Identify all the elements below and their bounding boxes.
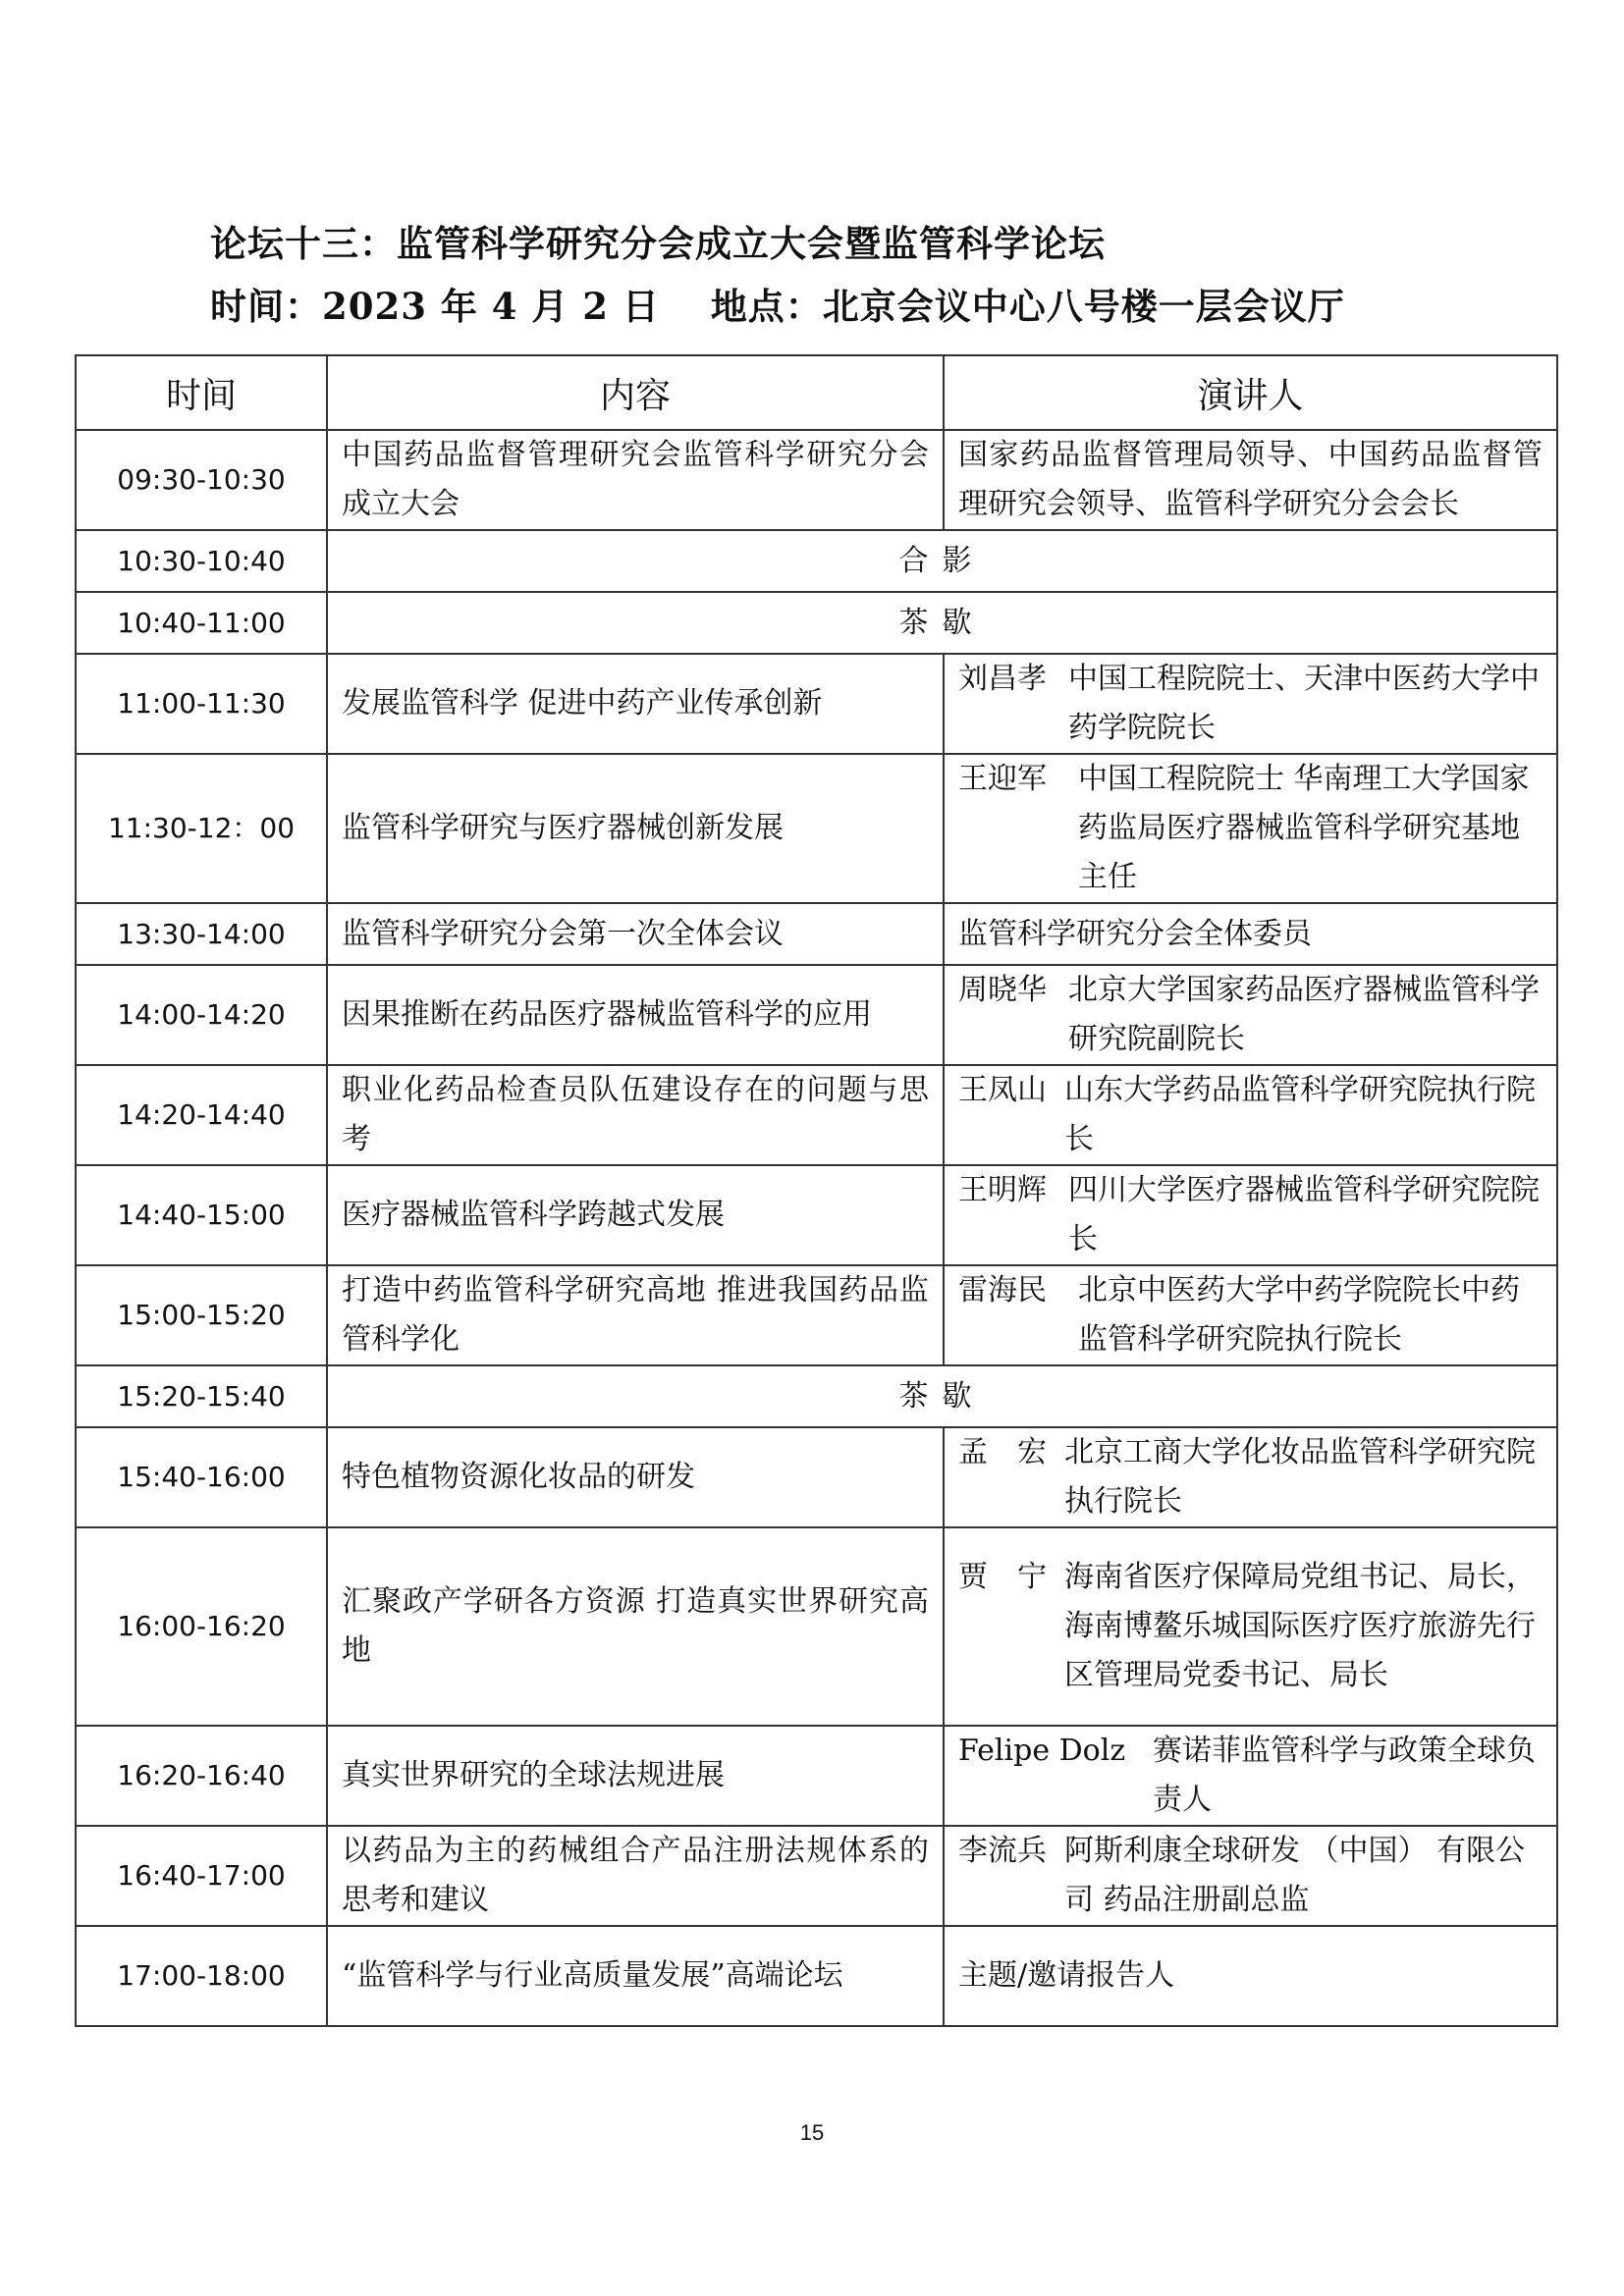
cell-speaker [944, 1527, 1557, 1726]
cell-speaker [944, 1265, 1557, 1365]
cell-speaker [944, 1065, 1557, 1165]
header-speaker: 演讲人 [944, 355, 1557, 430]
table-row [76, 965, 1557, 1065]
cell-time: 15:00-15:20 [76, 1265, 327, 1365]
speaker-org: 北京工商大学化妆品监管科学研究院执行院长 [1064, 1435, 1536, 1519]
cell-merged: 茶歇 [327, 1365, 1557, 1427]
speaker-org: 山东大学药品监管科学研究院执行院长 [1064, 1073, 1536, 1156]
speaker-org: 海南省医疗保障局党组书记、局长，海南博鳌乐城国际医疗医疗旅游先行区管理局党委书记、局长 [1064, 1560, 1536, 1692]
schedule-table [75, 354, 1558, 2027]
header-time: 时间 [76, 355, 327, 430]
speaker-org: 监管科学研究分会全体委员 [958, 916, 1312, 951]
speaker-name: 周晓华 [958, 973, 1047, 1007]
cell-time: 14:40-15:00 [76, 1165, 327, 1265]
cell-speaker [944, 754, 1557, 903]
cell-speaker [944, 1826, 1557, 1926]
speaker-name: 孟 宏 [958, 1435, 1047, 1469]
cell-speaker [944, 903, 1557, 965]
speaker-name: Felipe Dolz [958, 1734, 1126, 1768]
cell-content: 真实世界研究的全球法规进展 [327, 1726, 944, 1826]
header-content: 内容 [327, 355, 944, 430]
table-row [76, 1165, 1557, 1265]
table-row [76, 654, 1557, 754]
table-row [76, 1926, 1557, 2026]
cell-speaker [944, 430, 1557, 530]
speaker-org: 赛诺菲监管科学与政策全球负责人 [1153, 1734, 1536, 1817]
cell-content: 中国药品监督管理研究会监管科学研究分会成立大会 [327, 430, 944, 530]
speaker-org: 国家药品监督管理局领导、中国药品监督管理研究会领导、监管科学研究分会会长 [958, 438, 1543, 521]
speaker-name: 刘昌孝 [958, 662, 1047, 696]
cell-speaker [944, 1726, 1557, 1826]
cell-content: 监管科学研究分会第一次全体会议 [327, 903, 944, 965]
speaker-org: 北京中医药大学中药学院院长中药监管科学研究院执行院长 [1078, 1273, 1520, 1357]
table-row [76, 1726, 1557, 1826]
cell-time: 14:20-14:40 [76, 1065, 327, 1165]
speaker-name: 王迎军 [958, 762, 1047, 796]
cell-content: 发展监管科学 促进中药产业传承创新 [327, 654, 944, 754]
speaker-name: 王凤山 [958, 1073, 1047, 1107]
cell-time: 16:00-16:20 [76, 1527, 327, 1726]
speaker-org: 阿斯利康全球研发 （中国） 有限公司 药品注册副总监 [1064, 1834, 1526, 1917]
cell-time: 15:20-15:40 [76, 1365, 327, 1427]
cell-content: 职业化药品检查员队伍建设存在的问题与思考 [327, 1065, 944, 1165]
cell-speaker [944, 654, 1557, 754]
table-row [76, 1265, 1557, 1365]
cell-content: 特色植物资源化妆品的研发 [327, 1427, 944, 1527]
speaker-name: 雷海民 [958, 1273, 1047, 1308]
table-row [76, 1065, 1557, 1165]
cell-speaker [944, 1926, 1557, 2026]
cell-speaker [944, 1165, 1557, 1265]
page-number: 15 [799, 2120, 825, 2145]
page-title: 论坛十三：监管科学研究分会成立大会暨监管科学论坛 [210, 222, 1106, 265]
cell-merged: 合影 [327, 530, 1557, 592]
speaker-org: 中国工程院院士 华南理工大学国家药监局医疗器械监管科学研究基地主任 [1078, 762, 1530, 894]
cell-time: 10:30-10:40 [76, 530, 327, 592]
cell-time: 11:30-12：00 [76, 754, 327, 903]
cell-merged: 茶歇 [327, 592, 1557, 654]
speaker-org: 主题/邀请报告人 [958, 1958, 1175, 1993]
cell-speaker [944, 1427, 1557, 1527]
table-row [76, 1365, 1557, 1427]
cell-content: 因果推断在药品医疗器械监管科学的应用 [327, 965, 944, 1065]
table-row [76, 754, 1557, 903]
table-row [76, 903, 1557, 965]
speaker-org: 四川大学医疗器械监管科学研究院院长 [1068, 1173, 1540, 1256]
cell-time: 09:30-10:30 [76, 430, 327, 530]
page-subtitle: 时间：2023 年 4 月 2 日 地点：北京会议中心八号楼一层会议厅 [210, 285, 1345, 328]
cell-time: 11:00-11:30 [76, 654, 327, 754]
cell-content: 汇聚政产学研各方资源 打造真实世界研究高地 [327, 1527, 944, 1726]
cell-time: 16:40-17:00 [76, 1826, 327, 1926]
table-row [76, 530, 1557, 592]
speaker-org: 中国工程院院士、天津中医药大学中药学院院长 [1068, 662, 1540, 745]
table-header-row [76, 355, 1557, 430]
table-row [76, 592, 1557, 654]
speaker-name: 王明辉 [958, 1173, 1047, 1207]
cell-content: 医疗器械监管科学跨越式发展 [327, 1165, 944, 1265]
table-row [76, 1427, 1557, 1527]
table-row [76, 1826, 1557, 1926]
speaker-name: 李流兵 [958, 1834, 1047, 1868]
cell-time: 15:40-16:00 [76, 1427, 327, 1527]
cell-time: 10:40-11:00 [76, 592, 327, 654]
cell-speaker [944, 965, 1557, 1065]
speaker-name: 贾 宁 [958, 1560, 1047, 1594]
cell-content: 监管科学研究与医疗器械创新发展 [327, 754, 944, 903]
table-row [76, 430, 1557, 530]
cell-time: 13:30-14:00 [76, 903, 327, 965]
cell-content: 打造中药监管科学研究高地 推进我国药品监管科学化 [327, 1265, 944, 1365]
cell-time: 14:00-14:20 [76, 965, 327, 1065]
cell-content: “监管科学与行业高质量发展”高端论坛 [327, 1926, 944, 2026]
cell-time: 16:20-16:40 [76, 1726, 327, 1826]
cell-time: 17:00-18:00 [76, 1926, 327, 2026]
cell-content: 以药品为主的药械组合产品注册法规体系的思考和建议 [327, 1826, 944, 1926]
speaker-org: 北京大学国家药品医疗器械监管科学研究院副院长 [1068, 973, 1540, 1056]
table-row [76, 1527, 1557, 1726]
